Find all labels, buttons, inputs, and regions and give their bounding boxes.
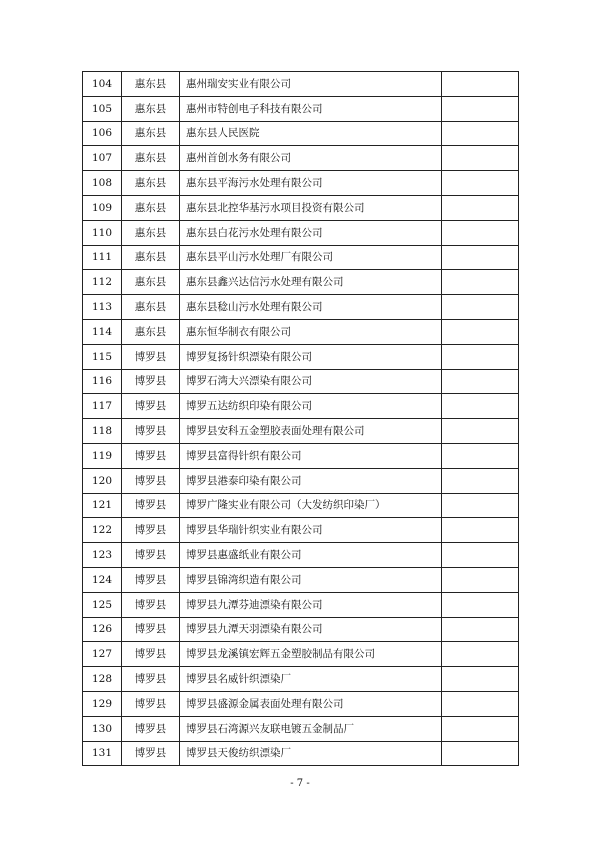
county-cell: 博罗县 [122, 567, 180, 592]
company-name-cell: 博罗县天俊纺织漂染厂 [180, 741, 442, 766]
row-number-cell: 109 [83, 195, 122, 220]
row-number-cell: 113 [83, 295, 122, 320]
remark-cell [442, 72, 519, 97]
company-name-cell: 惠东县北控华基污水项目投资有限公司 [180, 195, 442, 220]
county-cell: 博罗县 [122, 468, 180, 493]
county-cell: 惠东县 [122, 171, 180, 196]
table-row [83, 319, 519, 344]
county-cell: 博罗县 [122, 741, 180, 766]
table-row [83, 96, 519, 121]
row-number-cell: 112 [83, 270, 122, 295]
company-name-cell: 惠东县平海污水处理有限公司 [180, 171, 442, 196]
remark-cell [442, 270, 519, 295]
row-number-cell: 115 [83, 344, 122, 369]
table-row [83, 121, 519, 146]
table-row [83, 220, 519, 245]
row-number-cell: 106 [83, 121, 122, 146]
remark-cell [442, 319, 519, 344]
county-cell: 惠东县 [122, 121, 180, 146]
remark-cell [442, 195, 519, 220]
row-number-cell: 108 [83, 171, 122, 196]
remark-cell [442, 220, 519, 245]
page-number: - 7 - [290, 778, 310, 789]
company-name-cell: 博罗县名威针织漂染厂 [180, 667, 442, 692]
county-cell: 博罗县 [122, 394, 180, 419]
remark-cell [442, 642, 519, 667]
county-cell: 惠东县 [122, 270, 180, 295]
company-name-cell: 博罗石湾大兴漂染有限公司 [180, 369, 442, 394]
remark-cell [442, 667, 519, 692]
table-row [83, 295, 519, 320]
table-row [83, 642, 519, 667]
company-name-cell: 博罗县九潭芬迪漂染有限公司 [180, 592, 442, 617]
remark-cell [442, 419, 519, 444]
company-name-cell: 惠东县平山污水处理厂有限公司 [180, 245, 442, 270]
remark-cell [442, 295, 519, 320]
remark-cell [442, 518, 519, 543]
county-cell: 惠东县 [122, 96, 180, 121]
company-name-cell: 惠东县白花污水处理有限公司 [180, 220, 442, 245]
remark-cell [442, 369, 519, 394]
row-number-cell: 121 [83, 493, 122, 518]
table-row [83, 344, 519, 369]
company-name-cell: 博罗县龙溪镇宏辉五金塑胶制品有限公司 [180, 642, 442, 667]
row-number-cell: 127 [83, 642, 122, 667]
company-name-cell: 惠东县人民医院 [180, 121, 442, 146]
remark-cell [442, 468, 519, 493]
row-number-cell: 123 [83, 543, 122, 568]
row-number-cell: 122 [83, 518, 122, 543]
company-name-cell: 博罗县锦湾织造有限公司 [180, 567, 442, 592]
row-number-cell: 104 [83, 72, 122, 97]
remark-cell [442, 493, 519, 518]
county-cell: 博罗县 [122, 369, 180, 394]
row-number-cell: 117 [83, 394, 122, 419]
county-cell: 惠东县 [122, 220, 180, 245]
county-cell: 博罗县 [122, 543, 180, 568]
company-name-cell: 惠州市特创电子科技有限公司 [180, 96, 442, 121]
remark-cell [442, 443, 519, 468]
remark-cell [442, 691, 519, 716]
row-number-cell: 130 [83, 716, 122, 741]
county-cell: 博罗县 [122, 592, 180, 617]
row-number-cell: 119 [83, 443, 122, 468]
company-name-cell: 博罗县盛源金属表面处理有限公司 [180, 691, 442, 716]
county-cell: 博罗县 [122, 419, 180, 444]
table-row [83, 195, 519, 220]
table-row [83, 567, 519, 592]
remark-cell [442, 121, 519, 146]
table-row [83, 741, 519, 766]
county-cell: 博罗县 [122, 691, 180, 716]
county-cell: 博罗县 [122, 344, 180, 369]
company-name-cell: 惠州首创水务有限公司 [180, 146, 442, 171]
county-cell: 博罗县 [122, 493, 180, 518]
table-row [83, 72, 519, 97]
table-row [83, 270, 519, 295]
table-row [83, 146, 519, 171]
county-cell: 博罗县 [122, 443, 180, 468]
county-cell: 博罗县 [122, 617, 180, 642]
company-name-cell: 博罗县安科五金塑胶表面处理有限公司 [180, 419, 442, 444]
remark-cell [442, 617, 519, 642]
county-cell: 博罗县 [122, 667, 180, 692]
row-number-cell: 129 [83, 691, 122, 716]
company-name-cell: 博罗县惠盛纸业有限公司 [180, 543, 442, 568]
company-name-cell: 博罗县石湾源兴友联电镀五金制品厂 [180, 716, 442, 741]
table-row [83, 419, 519, 444]
table-row [83, 394, 519, 419]
company-name-cell: 博罗县港泰印染有限公司 [180, 468, 442, 493]
table-row [83, 617, 519, 642]
remark-cell [442, 344, 519, 369]
company-name-cell: 博罗广隆实业有限公司（大发纺织印染厂） [180, 493, 442, 518]
table-row [83, 493, 519, 518]
table-row [83, 171, 519, 196]
company-name-cell: 惠州瑞安实业有限公司 [180, 72, 442, 97]
county-cell: 博罗县 [122, 716, 180, 741]
company-name-cell: 博罗复扬针织漂染有限公司 [180, 344, 442, 369]
row-number-cell: 110 [83, 220, 122, 245]
table-row [83, 443, 519, 468]
row-number-cell: 107 [83, 146, 122, 171]
remark-cell [442, 741, 519, 766]
table-row [83, 468, 519, 493]
company-name-cell: 惠东县鑫兴达信污水处理有限公司 [180, 270, 442, 295]
remark-cell [442, 567, 519, 592]
company-name-cell: 博罗县九潭天羽漂染有限公司 [180, 617, 442, 642]
remark-cell [442, 171, 519, 196]
remark-cell [442, 716, 519, 741]
county-cell: 惠东县 [122, 146, 180, 171]
enterprise-list-table [82, 71, 519, 766]
row-number-cell: 124 [83, 567, 122, 592]
county-cell: 惠东县 [122, 319, 180, 344]
county-cell: 惠东县 [122, 195, 180, 220]
table-row [83, 369, 519, 394]
county-cell: 博罗县 [122, 642, 180, 667]
company-name-cell: 博罗县华瑞针织实业有限公司 [180, 518, 442, 543]
remark-cell [442, 146, 519, 171]
table-row [83, 518, 519, 543]
company-name-cell: 博罗五达纺织印染有限公司 [180, 394, 442, 419]
row-number-cell: 131 [83, 741, 122, 766]
row-number-cell: 114 [83, 319, 122, 344]
company-name-cell: 惠东县稔山污水处理有限公司 [180, 295, 442, 320]
row-number-cell: 126 [83, 617, 122, 642]
remark-cell [442, 394, 519, 419]
table-row [83, 592, 519, 617]
county-cell: 惠东县 [122, 295, 180, 320]
table-row [83, 667, 519, 692]
table-row [83, 543, 519, 568]
row-number-cell: 105 [83, 96, 122, 121]
row-number-cell: 125 [83, 592, 122, 617]
row-number-cell: 120 [83, 468, 122, 493]
remark-cell [442, 592, 519, 617]
row-number-cell: 118 [83, 419, 122, 444]
row-number-cell: 116 [83, 369, 122, 394]
company-name-cell: 惠东恒华制衣有限公司 [180, 319, 442, 344]
table-row [83, 716, 519, 741]
remark-cell [442, 245, 519, 270]
county-cell: 博罗县 [122, 518, 180, 543]
table-row [83, 245, 519, 270]
row-number-cell: 111 [83, 245, 122, 270]
row-number-cell: 128 [83, 667, 122, 692]
county-cell: 惠东县 [122, 245, 180, 270]
county-cell: 惠东县 [122, 72, 180, 97]
remark-cell [442, 543, 519, 568]
table-body [83, 72, 519, 766]
table-row [83, 691, 519, 716]
company-name-cell: 博罗县富得针织有限公司 [180, 443, 442, 468]
remark-cell [442, 96, 519, 121]
